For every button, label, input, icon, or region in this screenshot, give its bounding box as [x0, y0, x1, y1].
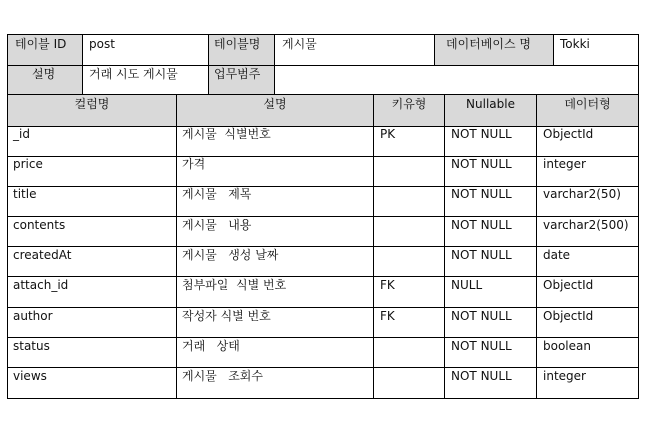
rule-col-v1: [176, 94, 177, 399]
row-data-type: date: [543, 248, 571, 262]
rule-meta-v2: [208, 34, 209, 95]
row-column-name: title: [13, 187, 37, 201]
rule-col-v2: [373, 94, 374, 399]
row-data-type: varchar2(50): [543, 187, 621, 201]
row-column-name: author: [13, 309, 53, 323]
row-description: 첨부파일 식별 번호: [182, 278, 287, 292]
rule-meta-v1: [82, 34, 83, 95]
rule-col-v3: [444, 94, 445, 399]
row-key-type: PK: [380, 127, 396, 141]
meta-label-table-id: 테이블 ID: [15, 37, 67, 51]
row-nullable: NOT NULL: [451, 369, 512, 383]
row-column-name: views: [13, 369, 47, 383]
row-data-type: integer: [543, 369, 586, 383]
row-nullable: NOT NULL: [451, 309, 512, 323]
row-description: 게시물 조회수: [182, 369, 263, 383]
rule-right: [638, 34, 639, 399]
meta-label-table-name: 테이블명: [214, 37, 261, 51]
row-nullable: NOT NULL: [451, 248, 512, 262]
row-data-type: integer: [543, 157, 586, 171]
meta-label-business-scope: 업무범주: [214, 67, 261, 81]
row-description: 게시물 식별번호: [182, 127, 271, 141]
rule-bottom: [7, 398, 639, 399]
rule-meta-v4: [434, 34, 435, 65]
row-column-name: status: [13, 339, 50, 353]
meta-label-database-name: 데이터베이스 명: [446, 37, 531, 51]
row-nullable: NOT NULL: [451, 339, 512, 353]
row-data-type: ObjectId: [543, 309, 594, 323]
rule-row-5: [7, 276, 639, 277]
rule-left: [7, 34, 8, 399]
row-data-type: varchar2(500): [543, 218, 629, 232]
rule-meta-bottom: [7, 94, 639, 95]
meta-label-description: 설명: [32, 67, 56, 81]
rule-row-3: [7, 216, 639, 217]
row-nullable: NOT NULL: [451, 127, 512, 141]
row-nullable: NOT NULL: [451, 187, 512, 201]
meta-value-database-name: Tokki: [560, 37, 590, 51]
column-header-data-type: 데이터형: [564, 97, 611, 111]
rule-top: [7, 34, 639, 35]
column-header-description: 설명: [263, 97, 287, 111]
column-header-nullable: Nullable: [466, 97, 515, 111]
row-column-name: _id: [13, 127, 30, 141]
row-column-name: price: [13, 157, 43, 171]
row-key-type: FK: [380, 309, 395, 323]
meta-value-table-name: 게시물: [282, 37, 317, 51]
row-nullable: NOT NULL: [451, 157, 512, 171]
row-description: 게시물 내용: [182, 218, 252, 232]
meta-value-description: 거래 시도 게시물: [89, 67, 178, 81]
row-column-name: contents: [13, 218, 66, 232]
row-description: 작성자 식별 번호: [182, 309, 271, 323]
row-column-name: createdAt: [13, 248, 72, 262]
rule-meta-v5: [553, 34, 554, 65]
row-description: 거래 상태: [182, 339, 240, 353]
column-header-key-type: 키유형: [391, 97, 427, 111]
rule-row-7: [7, 337, 639, 338]
row-data-type: ObjectId: [543, 278, 594, 292]
column-header-name: 컬럼명: [74, 97, 110, 111]
rule-row-6: [7, 307, 639, 308]
row-description: 가격: [182, 157, 206, 171]
meta-value-table-id: post: [89, 37, 115, 51]
row-description: 게시물 제목: [182, 187, 252, 201]
row-data-type: ObjectId: [543, 127, 594, 141]
row-nullable: NOT NULL: [451, 218, 512, 232]
rule-col-v4: [536, 94, 537, 399]
row-column-name: attach_id: [13, 278, 69, 292]
row-nullable: NULL: [451, 278, 483, 292]
rule-meta-v3: [274, 34, 275, 95]
row-key-type: FK: [380, 278, 395, 292]
rule-meta-mid: [7, 65, 639, 66]
rule-row-4: [7, 246, 639, 247]
row-data-type: boolean: [543, 339, 591, 353]
rule-row-8: [7, 367, 639, 368]
row-description: 게시물 생성 날짜: [182, 248, 279, 262]
